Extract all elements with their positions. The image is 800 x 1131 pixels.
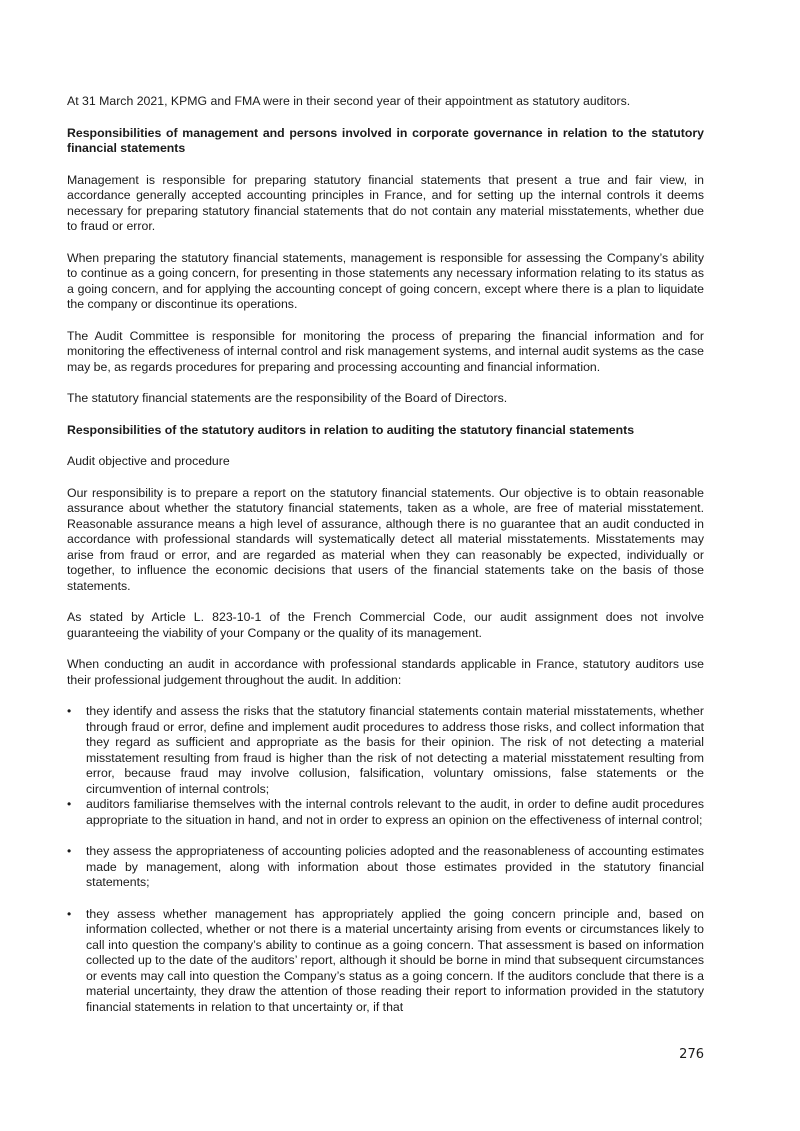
intro-paragraph: At 31 March 2021, KPMG and FMA were in their second year of their appointment as statutory auditors. (67, 94, 631, 108)
bullet-icon: • (67, 704, 72, 718)
page-number: 276 (679, 1047, 704, 1062)
bullet-icon: • (67, 844, 72, 858)
list-item-text: they assess the appropriateness of accounting policies adopted and the reasonableness of accounting estimates made by management, along with information about those estimates provided in the statutory financial statements; (86, 844, 704, 889)
section-heading-management-responsibilities: Responsibilities of management and persons involved in corporate governance in relation to the statutory financial statements (67, 125, 704, 155)
paragraph-board-responsibility: The statutory financial statements are the responsibility of the Board of Directors. (67, 391, 508, 405)
list-item (67, 844, 704, 891)
list-item-text: they identify and assess the risks that the statutory financial statements contain material misstatements, whether through fraud or error, define and implement audit procedures to address those risks, and collect information that they regard as sufficient and appropriate as the basis for their opinion. The risk of not detecting a material misstatement resulting from fraud is higher than the risk of not detecting a material misstatement resulting from error, because fraud may involve collusion, falsification, voluntary omissions, false statements or the circumvention of internal controls; (86, 704, 704, 796)
list-item (67, 704, 704, 797)
section-heading-auditor-responsibilities: Responsibilities of the statutory auditors in relation to auditing the statutory financial statements (67, 422, 635, 437)
paragraph-management-preparation: Management is responsible for preparing statutory financial statements that present a true and fair view, in accordance generally accepted accounting principles in France, and for setting up the internal controls it deems necessary for preparing statutory financial statements that do not contain any material misstatements, whether due to fraud or error. (67, 172, 704, 233)
list-item (67, 907, 704, 1016)
bullet-icon: • (67, 906, 72, 921)
paragraph-going-concern: When preparing the statutory financial statements, management is responsible for assessing the Company’s ability to continue as a going concern, for presenting in those statements any necessary information relating to its status as a going concern, and for applying the accounting concept of going concern, except where there is a plan to liquidate the company or discontinue its operations. (67, 250, 704, 311)
paragraph-audit-committee: The Audit Committee is responsible for monitoring the process of preparing the financial information and for monitoring the effectiveness of internal control and risk management systems, and internal audit systems as the case may be, as regards procedures for preparing and processing accounting and financial information. (67, 328, 704, 374)
bullet-icon: • (67, 797, 72, 811)
list-item-text: auditors familiarise themselves with the internal controls relevant to the audit, in order to define audit procedures appropriate to the situation in hand, and not in order to express an opinion on the effectiveness of internal control; (86, 797, 704, 827)
paragraph-commercial-code: As stated by Article L. 823-10-1 of the French Commercial Code, our audit assignment does not involve guaranteeing the viability of your Company or the quality of its management. (67, 610, 704, 640)
document-page (67, 94, 704, 1015)
list-item (67, 797, 704, 828)
subheading-audit-objective: Audit objective and procedure (67, 454, 230, 468)
list-item-text: they assess whether management has appropriately applied the going concern principle and, based on information collected, whether or not there is a material uncertainty arising from events or circumstances likely to call into question the company’s ability to continue as a going concern. That assessment is based on information collected up to the date of the auditors’ report, although it should be borne in mind that subsequent circumstances or events may call into question the Company’s status as a going concern. If the auditors conclude that there is a material uncertainty, they draw the attention of those reading their report to information provided in the statutory financial statements in relation to that uncertainty or, if that (86, 906, 704, 1014)
auditor-procedures-list (67, 704, 704, 1015)
paragraph-professional-judgement: When conducting an audit in accordance with professional standards applicable in France, statutory auditors use their professional judgement throughout the audit. In addition: (67, 657, 704, 687)
paragraph-audit-objective: Our responsibility is to prepare a report on the statutory financial statements. Our objective is to obtain reasonable assurance about whether the statutory financial statements, taken as a whole, are free of material misstatement. Reasonable assurance means a high level of assurance, although there is no guarantee that an audit conducted in accordance with professional standards will systematically detect all material misstatements. Misstatements may arise from fraud or error, and are regarded as material when they can reasonably be expected, individually or together, to influence the economic decisions that users of the financial statements take on the basis of those statements. (67, 485, 704, 593)
